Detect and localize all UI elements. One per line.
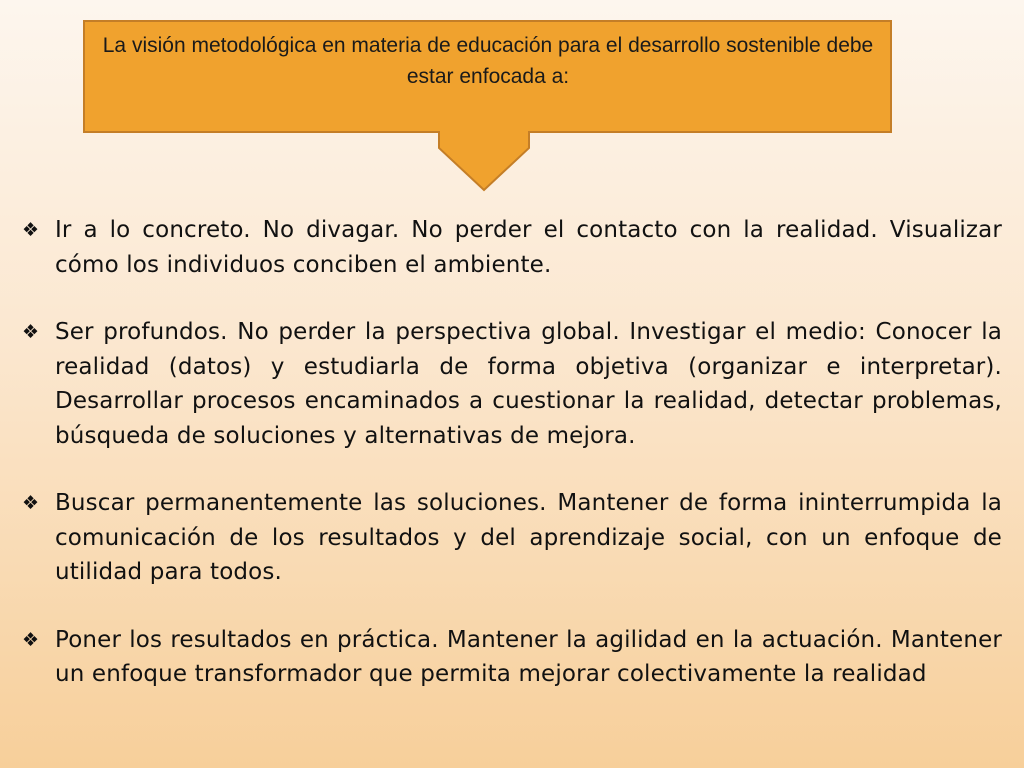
- header-callout: [0, 0, 1024, 200]
- list-item: [22, 623, 1002, 692]
- bullet-text: Ser profundos. No perder la perspectiva global. Investigar el medio: Conocer la realidad (datos) y estudiarla de forma objetiva (organizar e interpretar). Desarrollar procesos encaminados a cuestionar la realidad, detectar problemas, búsqueda de soluciones y alternativas de mejora.: [55, 319, 1002, 449]
- bullet-list: [22, 213, 1002, 725]
- diamond-bullet-icon: ❖: [22, 321, 40, 343]
- diamond-bullet-icon: ❖: [22, 219, 40, 241]
- list-item: [22, 486, 1002, 590]
- list-item: [22, 315, 1002, 453]
- callout-text: La visión metodológica en materia de educación para el desarrollo sostenible debe estar enfocada a:: [102, 34, 874, 88]
- list-item: [22, 213, 1002, 282]
- diamond-bullet-icon: ❖: [22, 492, 40, 514]
- bullet-text: Poner los resultados en práctica. Mantener la agilidad en la actuación. Mantener un enfoque transformador que permita mejorar colectivamente la realidad: [55, 626, 1002, 687]
- bullet-text: Ir a lo concreto. No divagar. No perder el contacto con la realidad. Visualizar cómo los individuos conciben el ambiente.: [55, 217, 1002, 278]
- bullet-text: Buscar permanentemente las soluciones. Mantener de forma ininterrumpida la comunicación de los resultados y del aprendizaje social, con un enfoque de utilidad para todos.: [55, 490, 1002, 585]
- diamond-bullet-icon: ❖: [22, 628, 40, 651]
